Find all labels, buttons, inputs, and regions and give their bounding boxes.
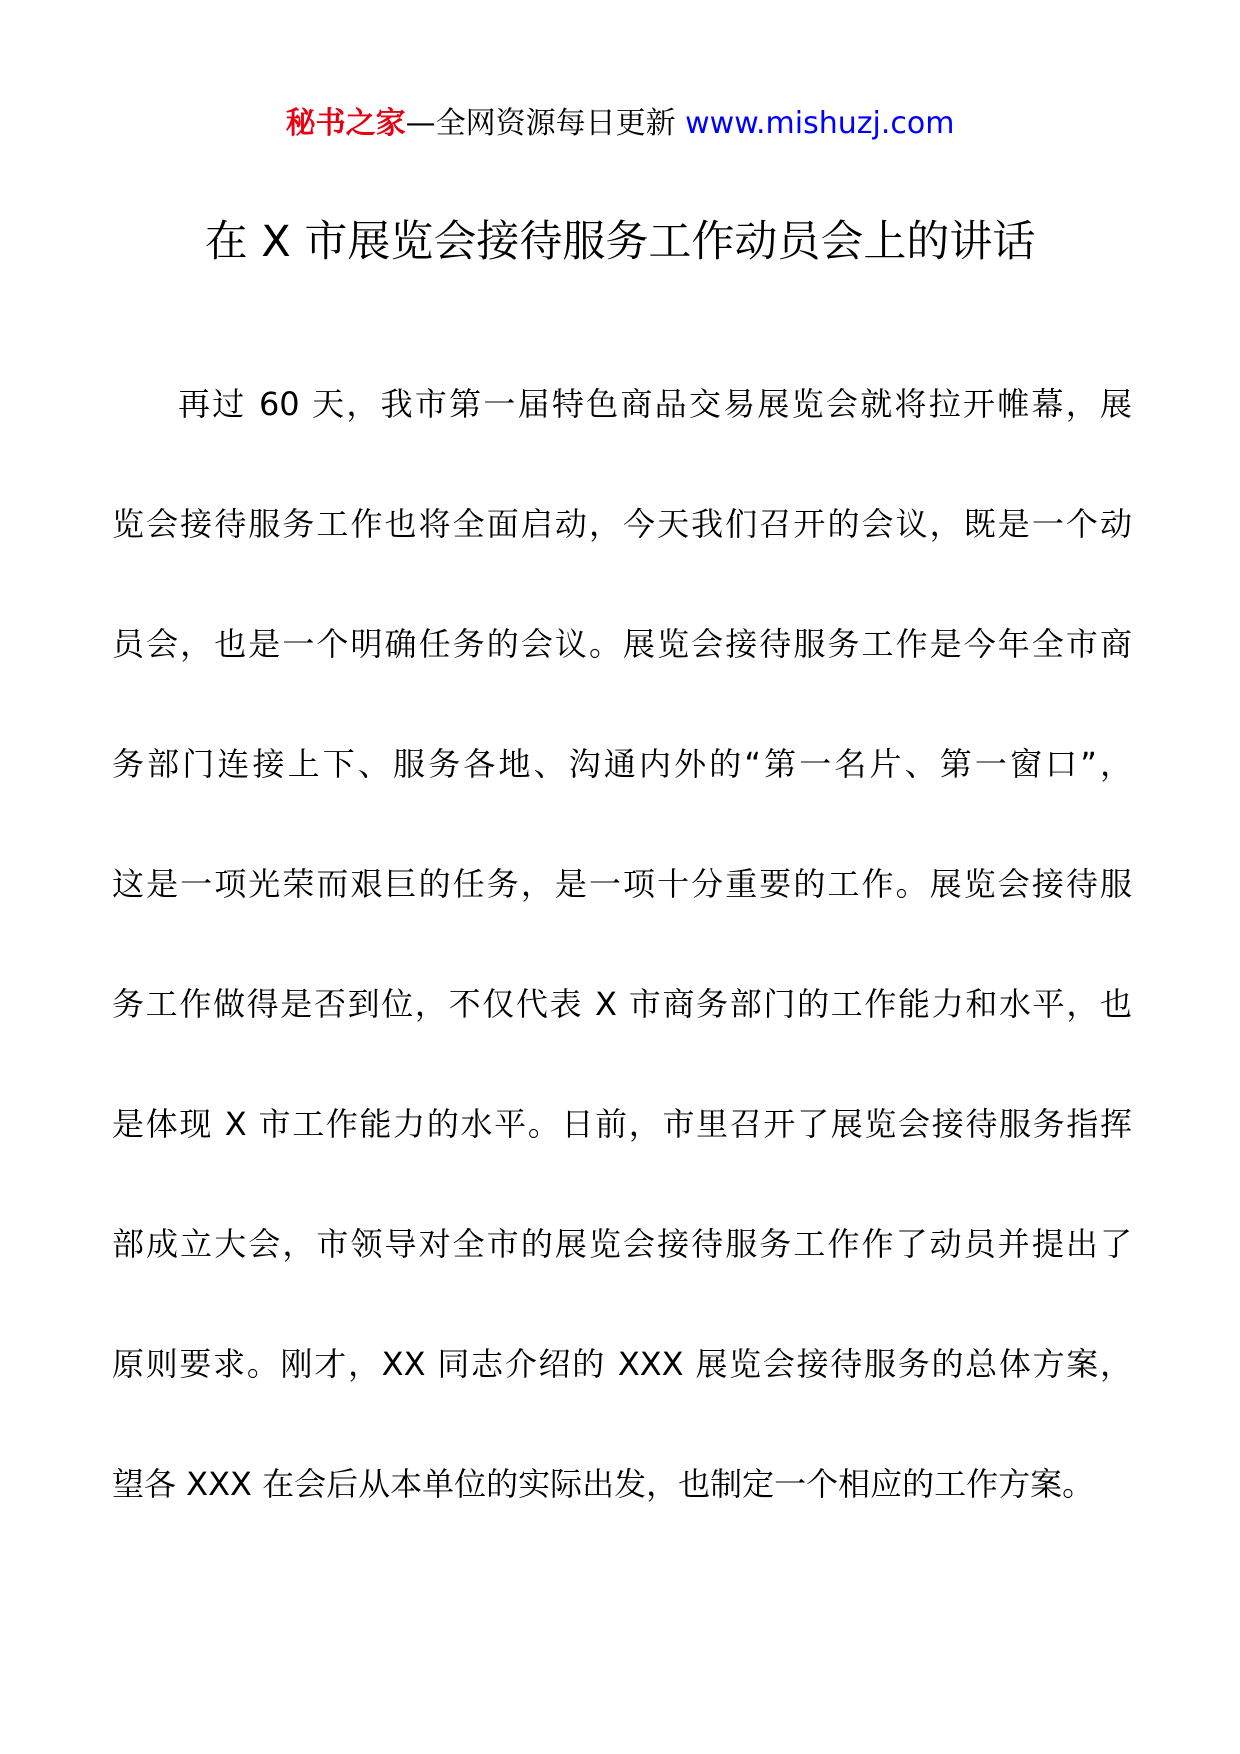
paragraph-line: 望各 XXX 在会后从本单位的实际出发，也制定一个相应的工作方案。 (112, 1465, 1095, 1503)
header-tagline: —全网资源每日更新 (405, 106, 676, 141)
paragraph-line: 是体现 X 市工作能力的水平。日前，市里召开了展览会接待服务指挥 (112, 1105, 1132, 1143)
paragraph-line: 部成立大会，市领导对全市的展览会接待服务工作作了动员并提出了 (112, 1225, 1132, 1263)
paragraph-line: 览会接待服务工作也将全面启动，今天我们召开的会议，既是一个动 (112, 505, 1132, 543)
document-title: 在 X 市展览会接待服务工作动员会上的讲话 (204, 217, 1036, 267)
site-url[interactable]: www.mishuzj.com (685, 106, 955, 141)
brand-name: 秘书之家 (285, 106, 406, 141)
paragraph-line: 员会，也是一个明确任务的会议。展览会接待服务工作是今年全市商 (112, 625, 1132, 663)
paragraph-line: 务工作做得是否到位，不仅代表 X 市商务部门的工作能力和水平，也 (112, 985, 1132, 1023)
document-body (112, 374, 1132, 1574)
paragraph-line: 这是一项光荣而艰巨的任务，是一项十分重要的工作。展览会接待服 (112, 865, 1132, 903)
page-header (0, 100, 1240, 148)
paragraph-line: 务部门连接上下、服务各地、沟通内外的“第一名片、第一窗口”， (112, 745, 1132, 783)
paragraph-line: 再过 60 天，我市第一届特色商品交易展览会就将拉开帷幕，展 (178, 385, 1132, 423)
paragraph-line: 原则要求。刚才，XX 同志介绍的 XXX 展览会接待服务的总体方案， (112, 1345, 1132, 1383)
